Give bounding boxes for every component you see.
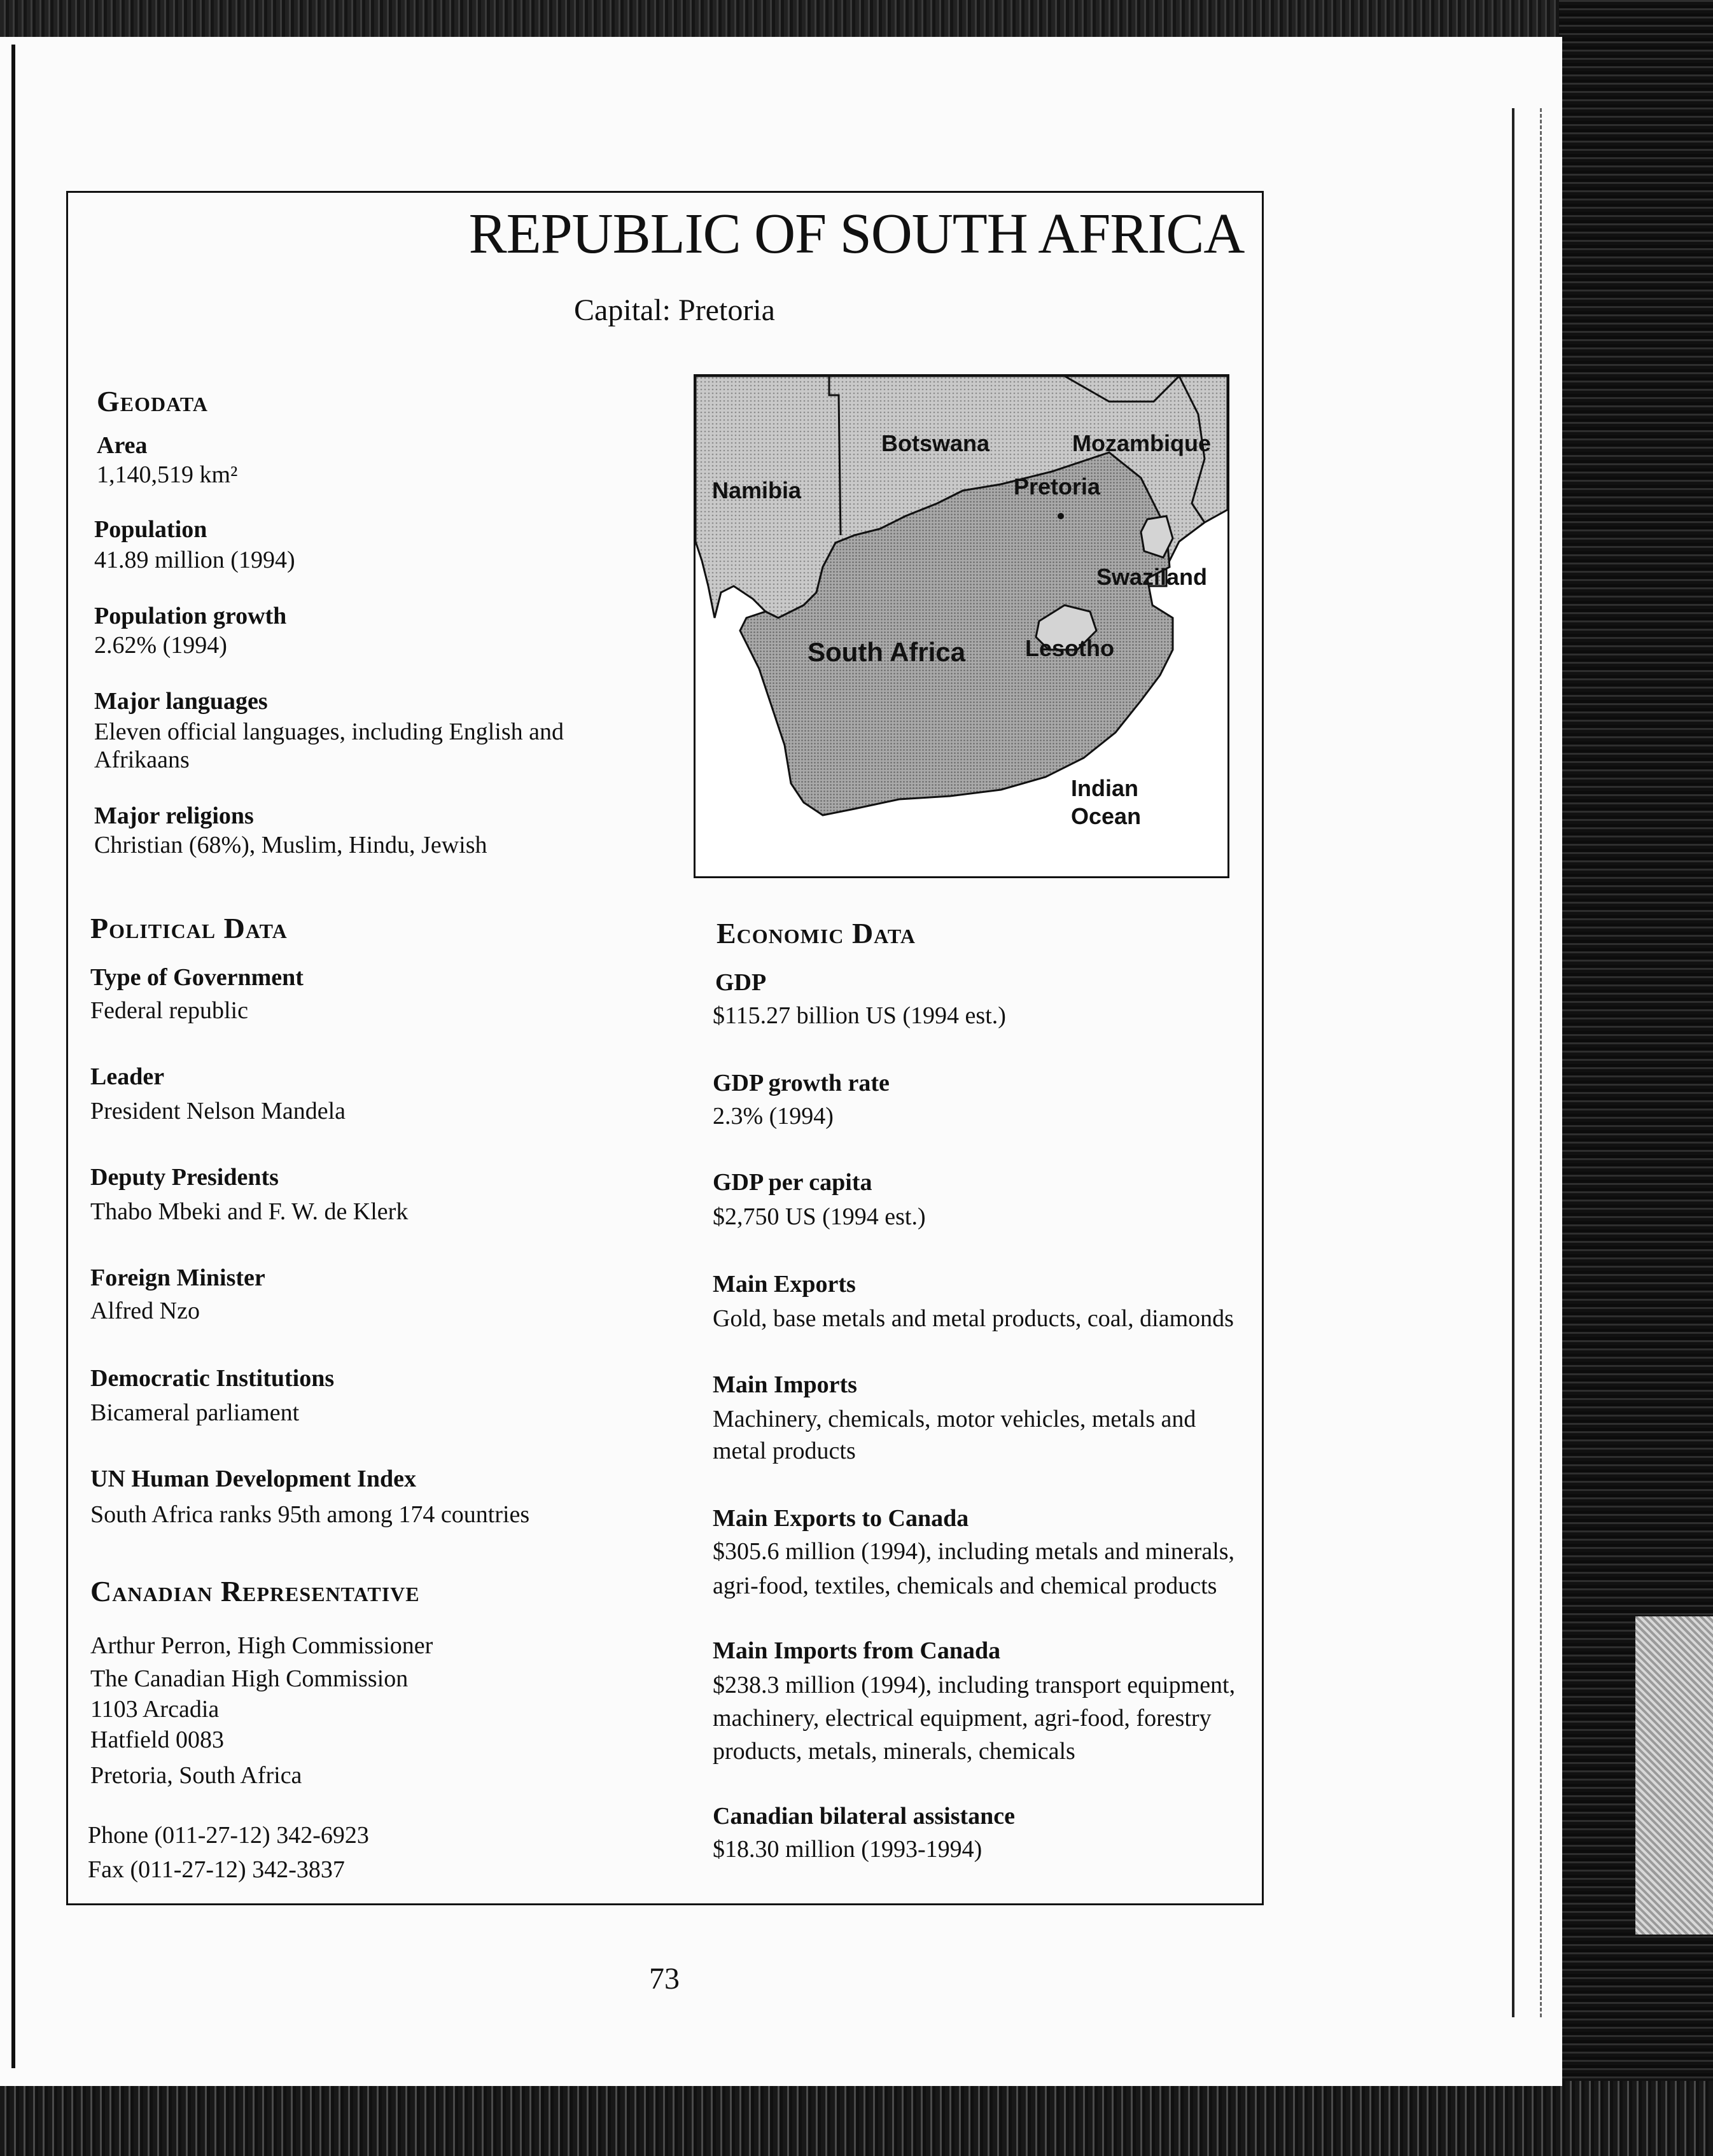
hdi-value: South Africa ranks 95th among 174 countries	[90, 1501, 530, 1528]
population-label: Population	[94, 516, 207, 543]
foreign-minister-label: Foreign Minister	[90, 1264, 265, 1291]
democratic-institutions-value: Bicameral parliament	[90, 1399, 300, 1426]
canadian-representative-heading: Canadian Representative	[90, 1575, 420, 1607]
imports-from-canada-line3: products, metals, minerals, chemicals	[713, 1738, 1075, 1765]
main-imports-label: Main Imports	[713, 1371, 857, 1398]
representative-line3: 1103 Arcadia	[90, 1696, 220, 1723]
exports-to-canada-line1: $305.6 million (1994), including metals and minerals,	[713, 1538, 1235, 1565]
government-type-value: Federal republic	[90, 997, 248, 1024]
government-type-label: Type of Government	[90, 964, 304, 991]
main-exports-label: Main Exports	[713, 1271, 856, 1298]
page-number: 73	[649, 1962, 680, 1996]
south-africa-map	[694, 374, 1229, 878]
political-data-heading: Political Data	[90, 912, 288, 944]
gdp-growth-label: GDP growth rate	[713, 1070, 890, 1096]
area-label: Area	[97, 432, 148, 459]
religions-value: Christian (68%), Muslim, Hindu, Jewish	[94, 832, 487, 858]
map-label-indian: Indian	[1071, 775, 1138, 801]
page-edge-dashes	[1540, 108, 1542, 2017]
phone-number: Phone (011-27-12) 342-6923	[88, 1822, 369, 1849]
representative-line5: Pretoria, South Africa	[90, 1762, 302, 1789]
gdp-per-capita-value: $2,750 US (1994 est.)	[713, 1203, 926, 1230]
gdp-growth-value: 2.3% (1994)	[713, 1103, 834, 1130]
map-svg	[696, 376, 1227, 876]
scan-noise-patch	[1635, 1616, 1713, 1935]
imports-from-canada-line1: $238.3 million (1994), including transport equipment,	[713, 1672, 1236, 1698]
gdp-per-capita-label: GDP per capita	[713, 1169, 872, 1196]
pretoria-dot	[1058, 513, 1064, 519]
representative-line4: Hatfield 0083	[90, 1726, 225, 1753]
foreign-minister-value: Alfred Nzo	[90, 1298, 200, 1324]
main-exports-value: Gold, base metals and metal products, coal, diamonds	[713, 1305, 1234, 1332]
democratic-institutions-label: Democratic Institutions	[90, 1365, 335, 1392]
population-growth-label: Population growth	[94, 603, 287, 629]
bilateral-assistance-value: $18.30 million (1993-1994)	[713, 1836, 982, 1863]
map-label-pretoria: Pretoria	[1014, 473, 1101, 500]
languages-value-line2: Afrikaans	[94, 746, 190, 773]
page-title: REPUBLIC OF SOUTH AFRICA	[468, 202, 1245, 265]
map-label-swaziland: Swaziland	[1096, 564, 1208, 590]
gdp-value: $115.27 billion US (1994 est.)	[713, 1002, 1006, 1029]
fax-number: Fax (011-27-12) 342-3837	[88, 1856, 345, 1883]
scan-border-bottom	[0, 2081, 1713, 2156]
map-label-mozambique: Mozambique	[1072, 430, 1212, 456]
leader-value: President Nelson Mandela	[90, 1098, 346, 1124]
map-label-botswana: Botswana	[881, 430, 990, 456]
gdp-label: GDP	[715, 969, 767, 996]
religions-label: Major religions	[94, 802, 254, 829]
leader-label: Leader	[90, 1063, 165, 1090]
capital-line: Capital: Pretoria	[574, 293, 775, 327]
area-value: 1,140,519 km²	[97, 461, 238, 488]
exports-to-canada-label: Main Exports to Canada	[713, 1505, 969, 1532]
deputy-presidents-label: Deputy Presidents	[90, 1164, 279, 1191]
geodata-heading: Geodata	[97, 385, 208, 417]
map-label-south-africa: South Africa	[808, 637, 966, 667]
main-imports-value-line1: Machinery, chemicals, motor vehicles, metals and	[713, 1406, 1196, 1432]
hdi-label: UN Human Development Index	[90, 1466, 416, 1492]
map-label-lesotho: Lesotho	[1025, 635, 1114, 661]
page-edge-rule	[1512, 108, 1514, 2017]
languages-label: Major languages	[94, 688, 268, 715]
exports-to-canada-line2: agri-food, textiles, chemicals and chemical products	[713, 1572, 1217, 1599]
population-growth-value: 2.62% (1994)	[94, 632, 227, 659]
map-label-namibia: Namibia	[712, 477, 802, 503]
population-value: 41.89 million (1994)	[94, 547, 295, 573]
imports-from-canada-line2: machinery, electrical equipment, agri-food, forestry	[713, 1705, 1212, 1732]
main-imports-value-line2: metal products	[713, 1438, 856, 1464]
map-label-ocean: Ocean	[1071, 803, 1142, 829]
representative-line1: Arthur Perron, High Commissioner	[90, 1632, 433, 1659]
bilateral-assistance-label: Canadian bilateral assistance	[713, 1803, 1016, 1830]
imports-from-canada-label: Main Imports from Canada	[713, 1637, 1001, 1664]
deputy-presidents-value: Thabo Mbeki and F. W. de Klerk	[90, 1198, 409, 1225]
economic-data-heading: Economic Data	[717, 917, 916, 949]
binding-edge	[11, 45, 15, 2068]
representative-line2: The Canadian High Commission	[90, 1665, 409, 1692]
languages-value-line1: Eleven official languages, including English and	[94, 718, 564, 745]
